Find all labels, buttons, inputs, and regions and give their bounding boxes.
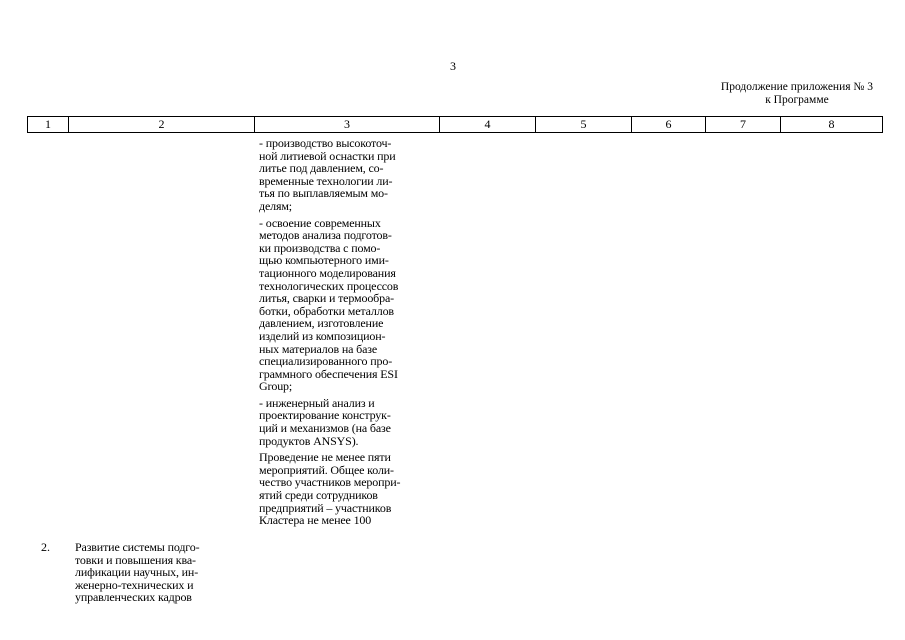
- col3-paragraph: [259, 217, 439, 393]
- text-line: - инженерный анализ и: [259, 395, 375, 410]
- row-description: [75, 541, 243, 604]
- text-line: делям;: [259, 198, 292, 213]
- text-line: ной литиевой оснастки при: [259, 148, 396, 163]
- continuation-header: [721, 81, 873, 107]
- text-line: ных материалов на базе: [259, 341, 378, 356]
- text-line: Проведение не менее пяти: [259, 450, 391, 465]
- text-line: граммного обеспечения ESI: [259, 366, 398, 381]
- text-line: - освоение современных: [259, 215, 381, 230]
- text-line: чество участников меропри-: [259, 475, 401, 490]
- text-line: Кластера не менее 100: [259, 513, 372, 528]
- page-number: 3: [450, 59, 456, 73]
- col3-paragraph: [259, 451, 439, 527]
- column-header-table: [27, 116, 883, 133]
- column-header-7: 7: [706, 117, 781, 133]
- text-line: проектирование конструк-: [259, 408, 391, 423]
- column-header-8: 8: [781, 117, 883, 133]
- continuation-line-1: Продолжение приложения № 3: [720, 81, 873, 93]
- text-line: давлением, изготовление: [259, 316, 384, 331]
- column-header-4: 4: [440, 117, 536, 133]
- text-line: ки производства с помо-: [259, 240, 381, 255]
- text-line: технологических процессов: [259, 278, 399, 293]
- col3-paragraph: [259, 397, 439, 447]
- column-header-3: 3: [255, 117, 440, 133]
- text-line: - производство высокоточ-: [259, 136, 392, 150]
- column-header-1: 1: [28, 117, 69, 133]
- text-line: управленческих кадров: [75, 590, 192, 605]
- continuation-line-2: к Программе: [765, 94, 829, 106]
- col3-paragraph: [259, 137, 439, 213]
- text-line: методов анализа подготов-: [259, 228, 392, 243]
- text-line: женерно-технических и: [75, 577, 194, 592]
- text-line: изделий из композицион-: [259, 328, 386, 343]
- text-line: временные технологии ли-: [259, 173, 393, 188]
- text-line: мероприятий. Общее коли-: [259, 462, 394, 477]
- column-3-content: [259, 137, 439, 531]
- column-header-row: [28, 117, 883, 133]
- text-line: литье под давлением, со-: [259, 161, 384, 176]
- text-line: Group;: [259, 379, 293, 394]
- text-line: продуктов ANSYS).: [259, 433, 359, 448]
- text-line: тационного моделирования: [259, 265, 396, 280]
- row-number: 2.: [41, 540, 50, 554]
- text-line: ятий среди сотрудников: [259, 488, 378, 503]
- column-header-5: 5: [536, 117, 632, 133]
- column-header-2: 2: [69, 117, 255, 133]
- text-line: предприятий – участников: [259, 500, 392, 515]
- text-line: ций и механизмов (на базе: [259, 421, 391, 436]
- text-line: Развитие системы подго-: [75, 540, 200, 554]
- text-line: тья по выплавляемым мо-: [259, 186, 388, 201]
- text-line: лификации научных, ин-: [75, 565, 199, 580]
- column-header-6: 6: [632, 117, 706, 133]
- text-line: ботки, обработки металлов: [259, 303, 394, 318]
- text-line: щью компьютерного ими-: [259, 253, 389, 268]
- text-line: литья, сварки и термообра-: [259, 291, 394, 306]
- text-line: товки и повышения ква-: [75, 552, 196, 567]
- text-line: специализированного про-: [259, 354, 393, 369]
